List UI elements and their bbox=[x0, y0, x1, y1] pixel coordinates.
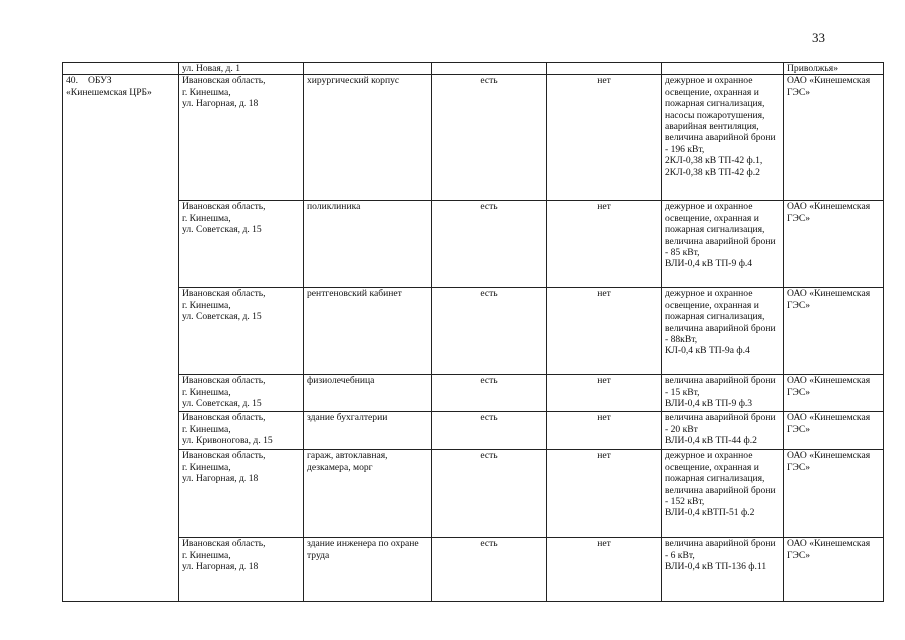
section-number: 40. bbox=[66, 75, 78, 87]
table-row bbox=[63, 375, 884, 412]
row-object: физиолечебница bbox=[304, 375, 432, 412]
row-supplier: ОАО «Кинешемская ГЭС» bbox=[784, 450, 884, 538]
continuation-supplier: Приволжья» bbox=[784, 63, 884, 75]
row-col5: нет bbox=[547, 288, 662, 375]
continuation-address: ул. Новая, д. 1 bbox=[179, 63, 304, 75]
row-description: дежурное и охранное освещение, охранная и пожарная сигнализация, величина аварийной брони - 152 кВт, ВЛИ-0,4 кВТП-51 ф.2 bbox=[662, 450, 784, 538]
continuation-row bbox=[63, 63, 884, 75]
table-row bbox=[63, 538, 884, 602]
row-object: здание инженера по охране труда bbox=[304, 538, 432, 602]
row-object: гараж, автоклавная, дезкамера, морг bbox=[304, 450, 432, 538]
facilities-table bbox=[62, 62, 884, 602]
table-row bbox=[63, 412, 884, 450]
row-address: Ивановская область, г. Кинешма, ул. Нагорная, д. 18 bbox=[179, 538, 304, 602]
section-cell bbox=[63, 75, 179, 602]
row-description: дежурное и охранное освещение, охранная и пожарная сигнализация, величина аварийной брони - 85 кВт, ВЛИ-0,4 кВ ТП-9 ф.4 bbox=[662, 201, 784, 288]
row-address: Ивановская область, г. Кинешма, ул. Кривоногова, д. 15 bbox=[179, 412, 304, 450]
row-col5: нет bbox=[547, 375, 662, 412]
page-number: 33 bbox=[812, 30, 825, 45]
row-supplier: ОАО «Кинешемская ГЭС» bbox=[784, 75, 884, 201]
row-supplier: ОАО «Кинешемская ГЭС» bbox=[784, 288, 884, 375]
row-col4: есть bbox=[432, 538, 547, 602]
row-col4: есть bbox=[432, 288, 547, 375]
row-col4: есть bbox=[432, 75, 547, 201]
table-row bbox=[63, 201, 884, 288]
row-description: дежурное и охранное освещение, охранная и пожарная сигнализация, насосы пожаротушения, аварийная вентиляция, величина аварийной брони - 196 кВт, 2КЛ-0,38 кВ ТП-42 ф.1, 2КЛ-0,38 кВ ТП-42 ф.2 bbox=[662, 75, 784, 201]
row-object: поликлиника bbox=[304, 201, 432, 288]
row-supplier: ОАО «Кинешемская ГЭС» bbox=[784, 412, 884, 450]
continuation-number-cell bbox=[63, 63, 179, 75]
row-supplier: ОАО «Кинешемская ГЭС» bbox=[784, 538, 884, 602]
row-col5: нет bbox=[547, 450, 662, 538]
row-object: рентгеновский кабинет bbox=[304, 288, 432, 375]
row-col5: нет bbox=[547, 201, 662, 288]
row-description: величина аварийной брони - 6 кВт, ВЛИ-0,4 кВ ТП-136 ф.11 bbox=[662, 538, 784, 602]
row-address: Ивановская область, г. Кинешма, ул. Нагорная, д. 18 bbox=[179, 450, 304, 538]
row-supplier: ОАО «Кинешемская ГЭС» bbox=[784, 375, 884, 412]
section-organization: ОБУЗ «Кинешемская ЦРБ» bbox=[66, 75, 152, 98]
row-col5: нет bbox=[547, 538, 662, 602]
row-col4: есть bbox=[432, 450, 547, 538]
row-address: Ивановская область, г. Кинешма, ул. Советская, д. 15 bbox=[179, 288, 304, 375]
row-address: Ивановская область, г. Кинешма, ул. Нагорная, д. 18 bbox=[179, 75, 304, 201]
table-row bbox=[63, 288, 884, 375]
row-address: Ивановская область, г. Кинешма, ул. Советская, д. 15 bbox=[179, 375, 304, 412]
row-description: величина аварийной брони - 20 кВт ВЛИ-0,4 кВ ТП-44 ф.2 bbox=[662, 412, 784, 450]
row-col4: есть bbox=[432, 375, 547, 412]
row-col5: нет bbox=[547, 412, 662, 450]
row-description: дежурное и охранное освещение, охранная и пожарная сигнализация, величина аварийной брони - 88кВт, КЛ-0,4 кВ ТП-9а ф.4 bbox=[662, 288, 784, 375]
row-col5: нет bbox=[547, 75, 662, 201]
row-object: хирургический корпус bbox=[304, 75, 432, 201]
row-supplier: ОАО «Кинешемская ГЭС» bbox=[784, 201, 884, 288]
table-row bbox=[63, 450, 884, 538]
row-description: величина аварийной брони - 15 кВт, ВЛИ-0,4 кВ ТП-9 ф.3 bbox=[662, 375, 784, 412]
row-object: здание бухгалтерии bbox=[304, 412, 432, 450]
row-col4: есть bbox=[432, 412, 547, 450]
row-col4: есть bbox=[432, 201, 547, 288]
table-row bbox=[63, 75, 884, 201]
row-address: Ивановская область, г. Кинешма, ул. Советская, д. 15 bbox=[179, 201, 304, 288]
